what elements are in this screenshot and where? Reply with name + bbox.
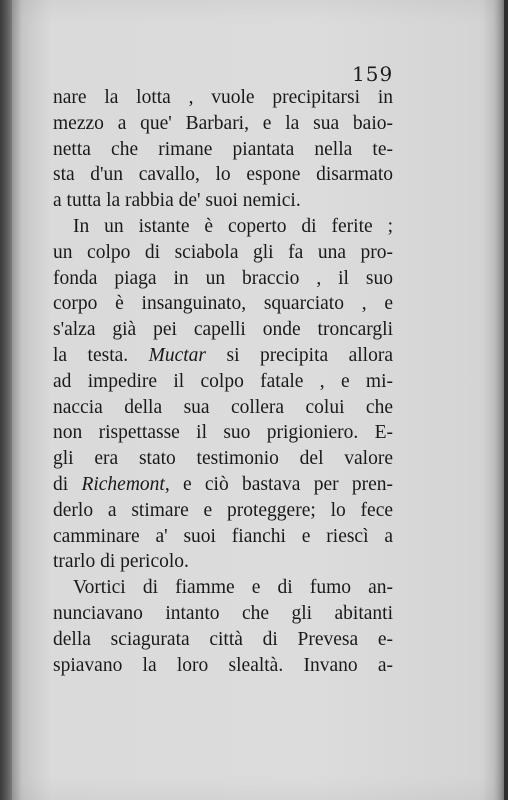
text-line: derlo a stimare e proteggere; lo fece [53,499,393,521]
page-fold-shadow [494,0,504,800]
binding-shadow [0,0,12,800]
text-line: netta che rimane piantata nella te- [53,138,393,160]
text-line: trarlo di pericolo. [53,551,189,573]
text-line: In un istante è coperto di ferite ; [73,215,393,237]
text-line: corpo è insanguinato, squarciato , e [53,293,393,315]
italic-name: Muctar [148,344,207,366]
text-fragment: di [53,473,82,495]
text-line: camminare a' suoi fianchi e riescì a [53,525,393,547]
text-line: mezzo a que' Barbari, e la sua baio- [53,112,393,134]
text-line: sta d'un cavallo, lo espone disarmato [53,164,393,186]
text-line: a tutta la rabbia de' suoi nemici. [53,190,301,212]
text-line: non rispettasse il suo prigioniero. E- [53,422,393,444]
text-line: fonda piaga in un braccio , il suo [53,267,393,289]
text-line: spiavano la loro slealtà. Invano a- [53,654,393,676]
text-fragment: la testa. [53,344,149,366]
text-line [53,472,393,498]
text-line: un colpo di sciabola gli fa una pro- [53,241,393,263]
text-line: nare la lotta , vuole precipitarsi in [53,87,393,108]
text-line [53,343,393,369]
text-fragment: , e ciò bastava per pren- [164,473,393,495]
body-text [53,85,393,678]
page-number: 159 [352,62,394,86]
text-line: della sciagurata città di Prevesa e- [53,628,393,650]
text-line: ad impedire il colpo fatale , e mi- [53,370,393,392]
text-line: s'alza già pei capelli onde troncargli [53,319,393,341]
text-line: nunciavano intanto che gli abitanti [53,602,393,624]
text-line: naccia della sua collera colui che [53,396,393,418]
text-line: gli era stato testimonio del valore [53,448,393,470]
italic-name: Richemont [81,473,165,495]
text-line: Vortici di fiamme e di fumo an- [73,577,393,599]
text-fragment: si precipita allora [206,344,394,366]
